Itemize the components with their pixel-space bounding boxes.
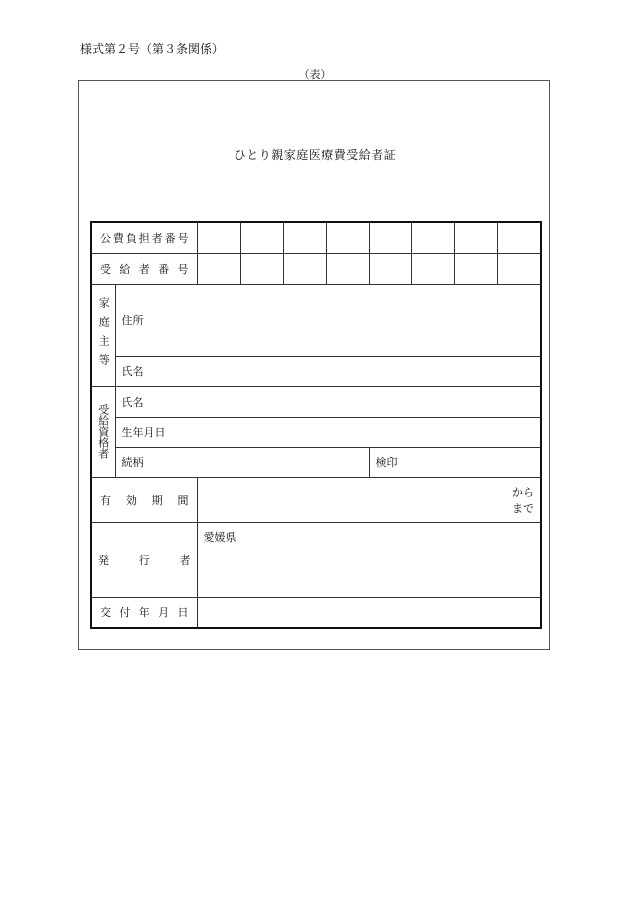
validity-from-text: から — [512, 485, 534, 499]
form-number: 様式第２号（第３条関係） — [80, 42, 225, 56]
validity-label: 有効期間 — [91, 477, 197, 522]
empty-cell — [497, 253, 541, 284]
issuer-value: 愛媛県 — [197, 522, 541, 597]
recipient-digit-box[interactable] — [369, 253, 411, 284]
validity-to-text: まで — [512, 501, 534, 515]
recipient-digit-box[interactable] — [283, 253, 326, 284]
validity-row — [91, 477, 541, 522]
issuer-label: 発行者 — [91, 522, 197, 597]
public-payer-digit-box[interactable] — [240, 222, 283, 253]
eligible-name-label: 氏名 — [115, 386, 541, 417]
address-label: 住所 — [115, 284, 541, 356]
eligible-name-row — [91, 386, 541, 417]
public-payer-digit-box[interactable] — [497, 222, 541, 253]
public-payer-digit-box[interactable] — [411, 222, 454, 253]
recipient-number-row — [91, 253, 541, 284]
public-payer-digit-box[interactable] — [454, 222, 497, 253]
birthdate-label: 生年月日 — [115, 417, 541, 447]
public-payer-digit-box[interactable] — [197, 222, 240, 253]
household-head-label: 家庭主等 — [91, 284, 115, 386]
form-title: ひとり親家庭医療費受給者証 — [233, 148, 397, 162]
recipient-digit-box[interactable] — [411, 253, 454, 284]
public-payer-digit-box[interactable] — [326, 222, 369, 253]
public-payer-digit-box[interactable] — [283, 222, 326, 253]
eligible-relationship-row — [91, 447, 541, 477]
public-payer-number-label: 公費負担者番号 — [91, 222, 197, 253]
validity-period-field[interactable] — [197, 477, 541, 522]
household-address-row — [91, 284, 541, 356]
recipient-digit-box[interactable] — [454, 253, 497, 284]
name-label: 氏名 — [115, 356, 541, 386]
recipient-digit-box[interactable] — [240, 253, 283, 284]
issue-date-label: 交付年月日 — [91, 597, 197, 628]
inspection-seal-label: 検印 — [369, 447, 541, 477]
recipient-digit-box[interactable] — [197, 253, 240, 284]
household-name-row — [91, 356, 541, 386]
issue-date-row — [91, 597, 541, 628]
public-payer-digit-box[interactable] — [369, 222, 411, 253]
side-label: （表） — [298, 68, 332, 81]
relationship-label: 続柄 — [115, 447, 369, 477]
certificate-table — [90, 221, 542, 629]
public-payer-number-row — [91, 222, 541, 253]
eligible-birthdate-row — [91, 417, 541, 447]
issuer-row — [91, 522, 541, 597]
recipient-number-label: 受給者番号 — [91, 253, 197, 284]
recipient-digit-box[interactable] — [326, 253, 369, 284]
issue-date-field[interactable] — [197, 597, 541, 628]
eligible-person-label: 受給資格者 — [91, 386, 115, 477]
